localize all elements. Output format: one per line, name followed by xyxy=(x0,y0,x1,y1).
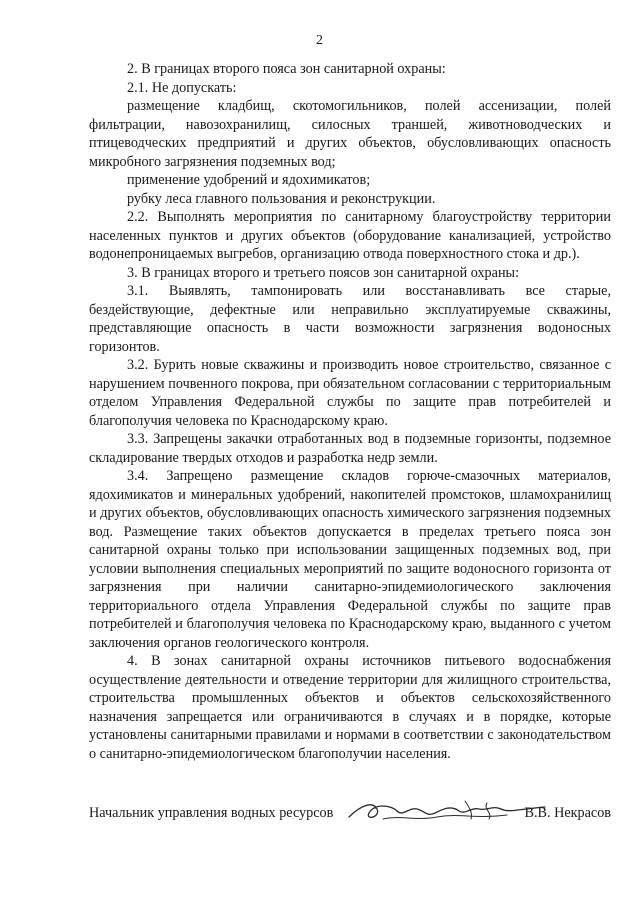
paragraph-2-1-item-logging: рубку леса главного пользования и реконструкции. xyxy=(127,190,436,207)
paragraph-3-2: 3.2. Бурить новые скважины и производить новое строительство, связанное с нарушением почвенного покрова, при обязательном согласовании с территориальным отделом Управления Федеральной службы по защите прав потребителей и благополучия человека по Краснодарскому краю. xyxy=(89,357,611,429)
paragraph-section-2-heading: 2. В границах второго пояса зон санитарной охраны: xyxy=(127,61,446,77)
page-number: 2 xyxy=(316,33,323,48)
paragraph-section-3-heading: 3. В границах второго и третьего поясов зон санитарной охраны: xyxy=(127,264,520,281)
paragraph-3-3: 3.3. Запрещены закачки отработанных вод в подземные горизонты, подземное складирование твердых отходов и разработка недр земли. xyxy=(89,431,611,466)
paragraph-2-2: 2.2. Выполнять мероприятия по санитарному благоустройству территории населенных пунктов и других объектов (оборудование канализацией, устройство водонепроницаемых выгребов, организацию отвода поверхностного стока и др.). xyxy=(89,209,611,262)
paragraph-2-1-item-fertilizers: применение удобрений и ядохимикатов; xyxy=(127,172,371,188)
signature-block xyxy=(89,805,611,829)
paragraph-2-1: 2.1. Не допускать: xyxy=(127,79,237,96)
paragraph-3-4: 3.4. Запрещено размещение складов горюче-смазочных материалов, ядохимикатов и минеральных удобрений, накопителей промстоков, шламохранилищ и других объектов, обусловливающих опасность химического загрязнения подземных вод. Размещение таких объектов допускается в пределах третьего пояса зон санитарной охраны только при использовании защищенных подземных вод, при условии выполнения специальных мероприятий по защите водоносного горизонта от загрязнения при наличии санитарно-эпидемиологического заключения территориального отдела Управления Федеральной службы по защите прав потребителей и благополучия человека по Краснодарскому краю, выданного с учетом заключения органов геологического контроля. xyxy=(89,468,611,651)
paragraph-2-1-item-burials: размещение кладбищ, скотомогильников, полей ассенизации, полей фильтрации, навозохранилищ, силосных траншей, животноводческих и птицеводческих предприятий и других объектов, обусловливающих опасность микробного загрязнения подземных вод; xyxy=(89,98,611,170)
paragraph-section-4: 4. В зонах санитарной охраны источников питьевого водоснабжения осуществление деятельности и отведение территории для жилищного строительства, строительства промышленных объектов и объектов сельскохозяйственного назначения запрещается или ограничиваются в случаях и в порядке, которые установлены санитарными правилами и нормами в соответствии с законодательством о санитарно-эпидемиологическом благополучии населения. xyxy=(89,653,611,762)
paragraph-3-1: 3.1. Выявлять, тампонировать или восстанавливать все старые, бездействующие, дефектные или неправильно эксплуатируемые скважины, представляющие опасность в части возможности загрязнения водоносных горизонтов. xyxy=(89,283,611,355)
document-body xyxy=(89,60,611,763)
handwritten-signature xyxy=(347,795,547,829)
signatory-position: Начальник управления водных ресурсов xyxy=(89,805,334,821)
signatory-name: В.В. Некрасов xyxy=(524,805,611,821)
